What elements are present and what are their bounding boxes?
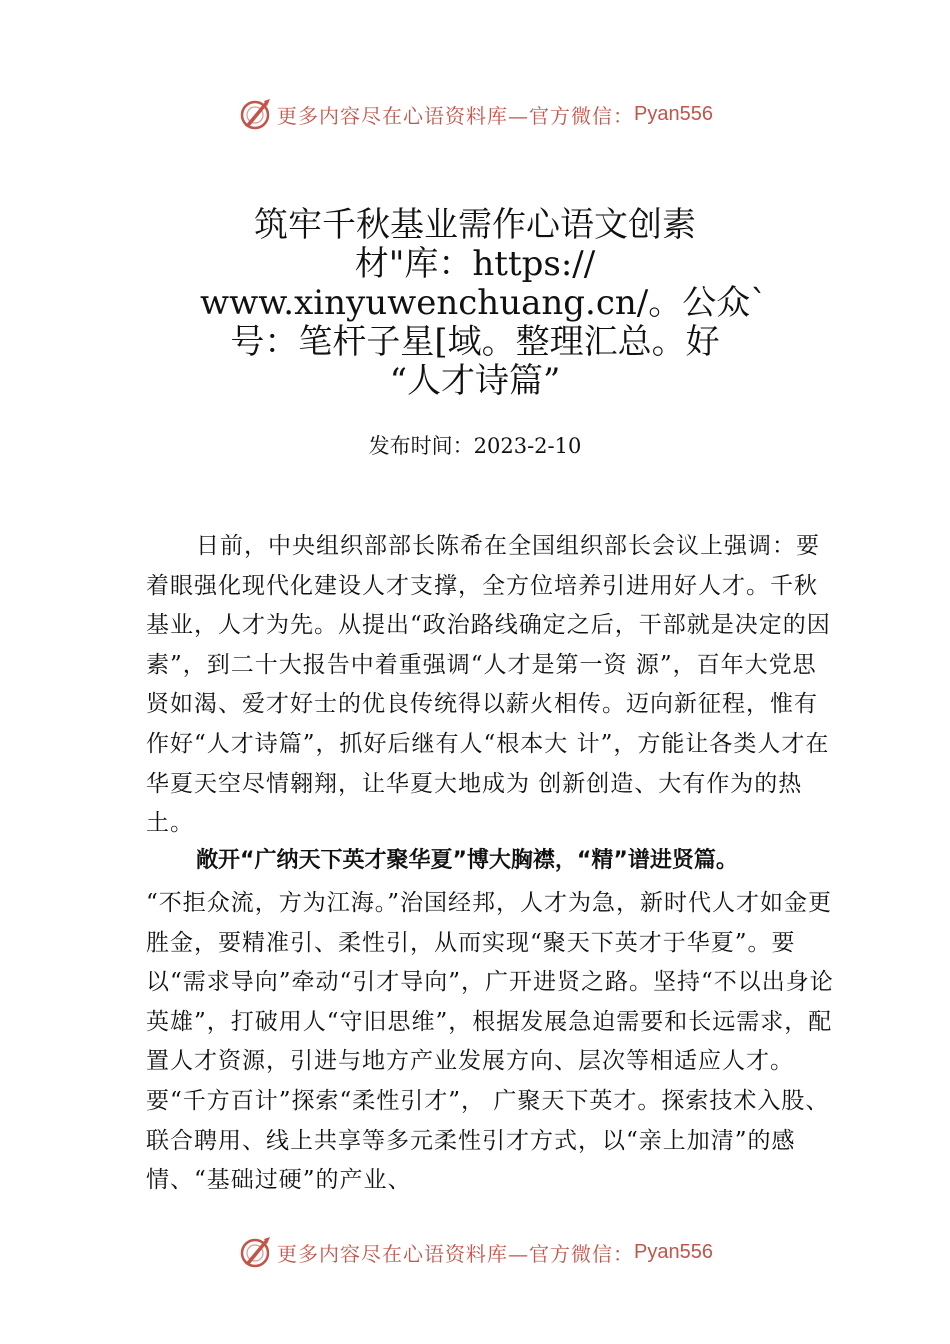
title-line: 筑牢千秋基业需作心语文创素 [254,205,696,245]
watermark-wechat-id: Pyan556 [634,1240,713,1263]
top-watermark-banner [0,94,950,134]
title-line: “人才诗篇” [389,361,561,401]
watermark-text: 更多内容尽在心语资料库—官方微信： [277,1241,635,1266]
title-line: www.xinyuwenchuang.cn/。公众` [200,283,768,323]
paragraph-section-1: “不拒众流，方为江海。”治国经邦，人才为急，新时代人才如金更胜金，要精准引、柔性引，从而实现“聚天下英才于华夏”。要以“需求导向”牵动“引才导向”，广开进贤之路。坚持“不以出身论英雄”，打破用人“守旧思维”，根据发展急迫需要和长远需求，配置人才资源，引进与地方产业发展方向、层次等相适应人才。要“千方百计”探索“柔性引才”， 广聚天下英才。探索技术入股、联合聘用、线上共享等多元柔性引才方式，以“亲上加清”的感情、“基础过硬”的产业、 [146,890,834,1194]
paragraph-intro: 日前，中央组织部部长陈希在全国组织部长会议上强调：要着眼强化现代化建设人才支撑，全方位培养引进用好人才。千秋基业，人才为先。从提出“政治路线确定之后，干部就是决定的因素”，到二十大报告中着重强调“人才是第一资 源”，百年大党思贤如渴、爱才好士的优良传统得以薪火相传。迈向新征程，惟有作好“人才诗篇”，抓好后继有人“根本大 计”，方能让各类人才在华夏天空尽情翱翔，让华夏大地成为 创新创造、大有作为的热土。 [146,533,831,837]
quill-seal-logo-icon [237,1234,273,1270]
title-line: 材"库：https:// [354,244,596,284]
section-heading: 敞开“广纳天下英才聚华夏”博大胸襟，“精”谱进贤篇。 [196,848,738,873]
bottom-watermark-banner [0,1232,950,1272]
title-line: 号：笔杆子星[域。整理汇总。好 [230,322,720,362]
publish-date: 发布时间：2023-2-10 [368,434,582,458]
quill-seal-logo-icon [237,96,273,132]
article-title [200,205,768,401]
watermark-text: 更多内容尽在心语资料库—官方微信： [277,103,635,128]
watermark-wechat-id: Pyan556 [634,102,713,125]
